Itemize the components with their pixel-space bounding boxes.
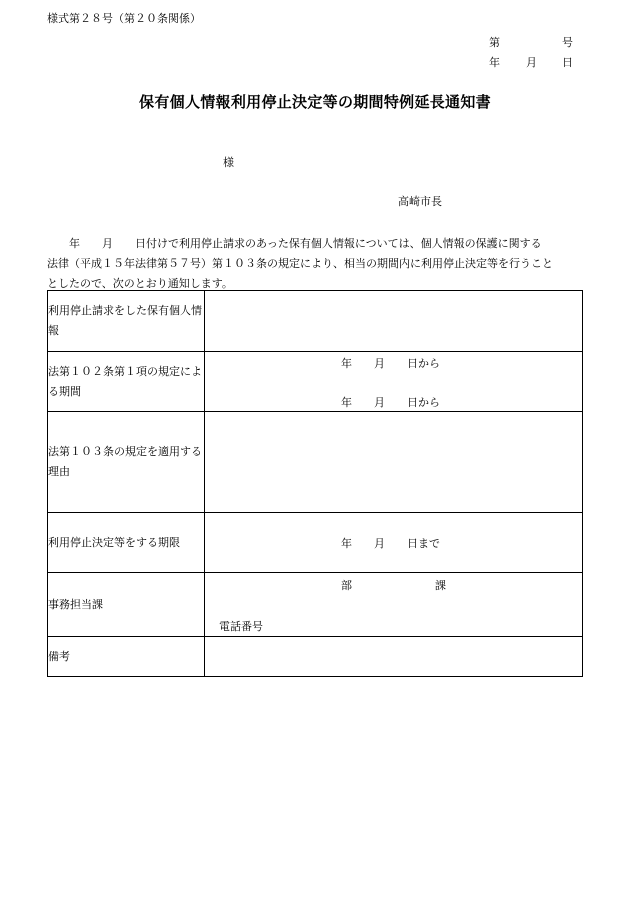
- period-from-2: 年 月 日から: [341, 396, 440, 409]
- department-label: 部: [341, 579, 352, 592]
- value-deadline: [205, 513, 583, 573]
- date-year-label: 年: [489, 56, 500, 69]
- notice-body-line-2: 法律（平成１５年法律第５７号）第１０３条の規定により、相当の期間内に利用停止決定等を行うこと: [47, 257, 553, 270]
- value-department: [205, 573, 583, 637]
- deadline-until: 年 月 日まで: [341, 537, 440, 550]
- label-period: 法第１０２条第１項の規定による期間: [48, 352, 205, 412]
- document-number-suffix: 号: [562, 36, 573, 49]
- label-department: 事務担当課: [48, 573, 205, 637]
- notice-body: [47, 234, 585, 294]
- table-row-personal-info: [48, 291, 583, 352]
- notice-body-line-3: としたので、次のとおり通知します。: [47, 277, 233, 290]
- value-period: [205, 352, 583, 412]
- value-personal-info: [205, 291, 583, 352]
- sender-name: 高崎市長: [398, 195, 442, 208]
- period-from-1: 年 月 日から: [341, 357, 440, 370]
- table-row-period: [48, 352, 583, 412]
- document-title: 保有個人情報利用停止決定等の期間特例延長通知書: [139, 93, 491, 111]
- label-reason: 法第１０３条の規定を適用する理由: [48, 412, 205, 513]
- addressee-honorific: 様: [223, 156, 234, 169]
- label-personal-info: 利用停止請求をした保有個人情報: [48, 291, 205, 352]
- form-number: 様式第２８号（第２０条関係）: [47, 12, 201, 25]
- table-row-reason: [48, 412, 583, 513]
- value-remarks: [205, 637, 583, 677]
- phone-label: 電話番号: [219, 620, 263, 633]
- section-label: 課: [435, 579, 446, 592]
- notice-body-line-1: 年 月 日付けで利用停止請求のあった保有個人情報については、個人情報の保護に関する: [47, 237, 542, 250]
- label-deadline: 利用停止決定等をする期限: [48, 513, 205, 573]
- value-reason: [205, 412, 583, 513]
- table-row-department: [48, 573, 583, 637]
- notice-table: [47, 290, 583, 677]
- label-remarks: 備考: [48, 637, 205, 677]
- table-row-remarks: [48, 637, 583, 677]
- date-month-label: 月: [526, 56, 537, 69]
- document-number-prefix: 第: [489, 36, 500, 49]
- date-day-label: 日: [562, 56, 573, 69]
- table-row-deadline: [48, 513, 583, 573]
